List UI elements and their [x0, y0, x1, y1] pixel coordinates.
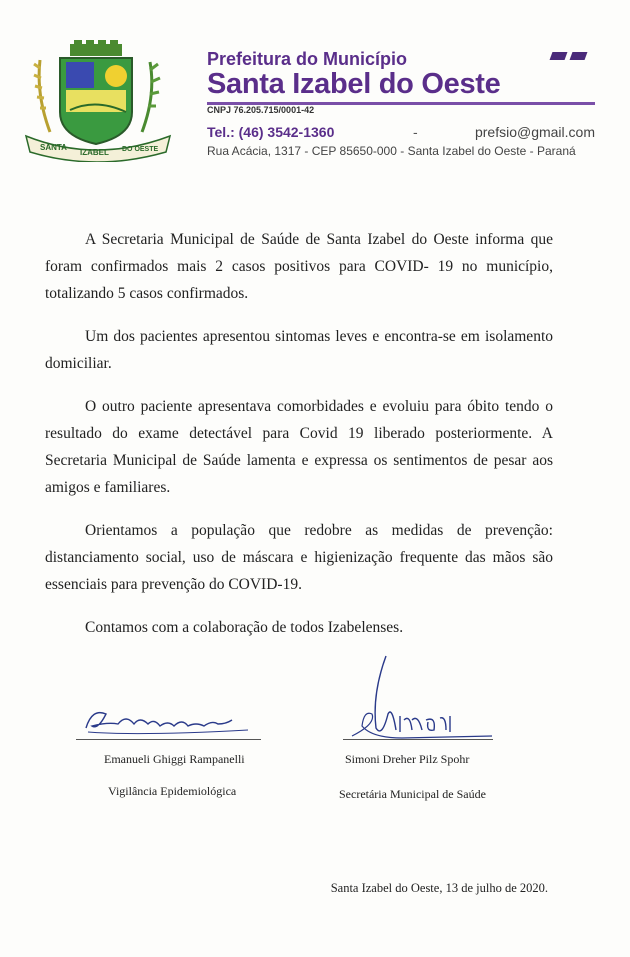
paragraph: Um dos pacientes apresentou sintomas leves e encontra-se em isolamento domiciliar.	[45, 328, 553, 372]
letterhead	[207, 50, 595, 158]
decorative-squares	[545, 52, 593, 60]
signature-line-1	[76, 739, 261, 740]
paragraph: Orientamos a população que redobre as medidas de prevenção: distanciamento social, uso de máscara e higienização frequente das mãos são essenciais para prevenção do COVID-19.	[45, 522, 553, 593]
letter-date: Santa Izabel do Oeste, 13 de julho de 2020.	[330, 881, 548, 895]
crest-banner-text-1: SANTA	[40, 143, 67, 152]
signer-name-1: Emanueli Ghiggi Rampanelli	[104, 752, 245, 766]
signature-line-2	[343, 739, 493, 740]
crest-banner-text-3: DO OESTE	[122, 146, 159, 153]
paragraph: A Secretaria Municipal de Saúde de Santa Izabel do Oeste informa que foram confirmados mais 2 casos positivos para COVID- 19 no município, totalizando 5 casos confirmados.	[45, 231, 553, 302]
address-text: Rua Acácia, 1317 - CEP 85650-000 - Santa Izabel do Oeste - Paraná	[207, 144, 576, 158]
signer-name-2: Simoni Dreher Pilz Spohr	[345, 752, 470, 766]
letterhead-subtitle: Prefeitura do Município	[207, 49, 408, 69]
signer-role-2: Secretária Municipal de Saúde	[339, 787, 486, 801]
letterhead-title: Santa Izabel do Oeste	[207, 68, 501, 100]
email-address: prefsio@gmail.com	[474, 124, 595, 140]
paragraph: O outro paciente apresentava comorbidades e evoluiu para óbito tendo o resultado do exame detectável para Covid 19 liberado posteriormente. A Secretaria Municipal de Saúde lamenta e expressa os sentimentos de pesar aos amigos e familiares.	[45, 398, 553, 496]
signature-simoni-handwriting	[342, 654, 502, 744]
separator: -	[413, 124, 418, 140]
purple-divider	[207, 102, 595, 105]
letter-body	[45, 226, 553, 657]
municipal-crest-logo	[22, 40, 174, 162]
cnpj-text: CNPJ 76.205.715/0001-42	[207, 105, 315, 115]
paragraph: Contamos com a colaboração de todos Izabelenses.	[85, 619, 404, 636]
phone-number: Tel.: (46) 3542-1360	[207, 124, 335, 140]
crest-banner-text-2: IZABEL	[80, 148, 109, 157]
signature-emanueli-handwriting	[78, 700, 258, 740]
signer-role-1: Vigilância Epidemiológica	[108, 784, 237, 798]
